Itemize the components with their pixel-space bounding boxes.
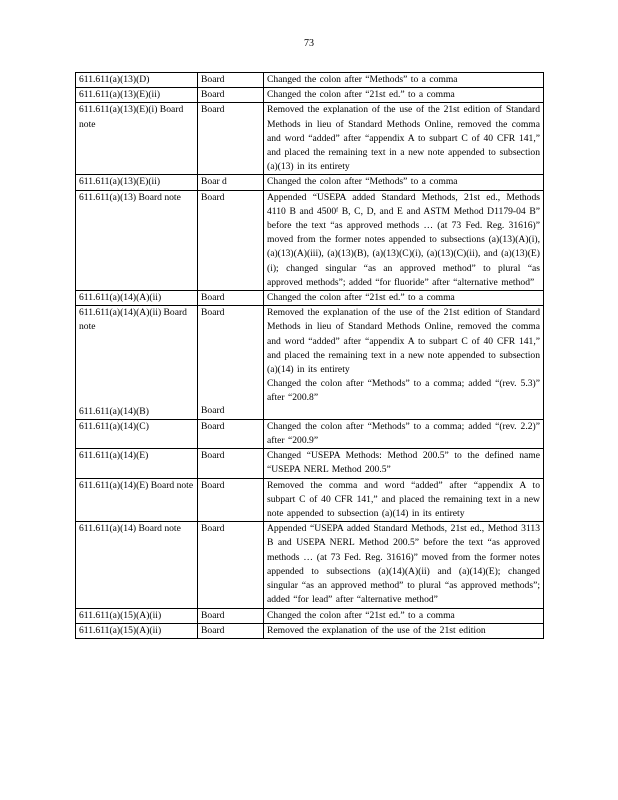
section-cell: 611.611(a)(13) Board note <box>76 190 198 290</box>
action-cell: Appended “USEPA added Standard Methods, 21st ed., Methods 4110 B and 4500ᶠ B, C, D, and E and ASTM Method D1179-04 B” before the text “as approved methods … (at 73 Fed. Reg. 31616)” moved from the former notes appended to subsections (a)(13)(A)(i), (a)(13)(A)(iii), (a)(13)(B), (a)(13)(C)(i), (a)(13)(C)(ii), and (a)(13)(E)(i); changed singular “as an approved method” to plural “as approved methods”; added “for fluoride” after “alternative method” <box>264 190 544 290</box>
source-cell: Board <box>198 608 264 623</box>
source-cell: Boar d <box>198 175 264 190</box>
action-cell: Changed “USEPA Methods: Method 200.5” to the defined name “USEPA NERL Method 200.5” <box>264 449 544 478</box>
source-cell: Board <box>198 103 264 175</box>
table-row <box>76 306 544 420</box>
amendments-table <box>75 72 544 639</box>
table-row <box>76 73 544 88</box>
action-text: Removed the explanation of the use of the 21st edition of Standard Methods in lieu of Standard Methods Online, removed the comma and word “added” after “appendix A to subpart C of 40 CFR 141,” and placed the remaining text in a new note appended to subsection (a)(14) in its entirety <box>267 307 540 376</box>
action-cell: Changed the colon after “21st ed.” to a comma <box>264 291 544 306</box>
source-text: Board <box>201 405 225 417</box>
section-text: 611.611(a)(14)(B) <box>79 405 149 417</box>
action-cell: Changed the colon after “Methods” to a comma <box>264 175 544 190</box>
table-row <box>76 419 544 448</box>
source-cell: Board <box>198 478 264 522</box>
section-cell: 611.611(a)(13)(E)(i) Board note <box>76 103 198 175</box>
table-row <box>76 88 544 103</box>
source-cell: Board <box>198 291 264 306</box>
section-cell: 611.611(a)(13)(E)(ii) <box>76 175 198 190</box>
table-row <box>76 608 544 623</box>
section-cell: 611.611(a)(13)(E)(ii) <box>76 88 198 103</box>
action-cell: Changed the colon after “Methods” to a comma <box>264 73 544 88</box>
source-cell: Board <box>198 623 264 638</box>
section-cell: 611.611(a)(15)(A)(ii) <box>76 608 198 623</box>
table-row <box>76 291 544 306</box>
section-cell: 611.611(a)(15)(A)(ii) <box>76 623 198 638</box>
page-number: 73 <box>304 38 314 49</box>
action-cell: Removed the explanation of the use of the 21st edition <box>264 623 544 638</box>
section-cell <box>76 306 198 420</box>
source-cell: Board <box>198 190 264 290</box>
source-cell: Board <box>198 449 264 478</box>
source-cell: Board <box>198 522 264 608</box>
section-cell: 611.611(a)(14)(E) <box>76 449 198 478</box>
action-cell <box>264 306 544 420</box>
action-text: Changed the colon after “Methods” to a comma; added “(rev. 5.3)” after “200.8” <box>267 378 540 404</box>
action-cell: Changed the colon after “Methods” to a comma; added “(rev. 2.2)” after “200.9” <box>264 419 544 448</box>
action-cell: Appended “USEPA added Standard Methods, 21st ed., Method 3113 B and USEPA NERL Method 200.5” before the text “as approved methods … (at 73 Fed. Reg. 31616)” moved from the former notes appended to subsections (a)(14)(A)(ii) and (a)(14)(E); changed singular “as an approved method” to plural “as approved methods”; added “for lead” after “alternative method” <box>264 522 544 608</box>
source-cell: Board <box>198 88 264 103</box>
section-cell: 611.611(a)(13)(D) <box>76 73 198 88</box>
table-row <box>76 623 544 638</box>
table-row <box>76 175 544 190</box>
table-row <box>76 478 544 522</box>
section-text: 611.611(a)(14)(A)(ii) Board note <box>79 307 187 333</box>
table-row <box>76 103 544 175</box>
action-cell: Removed the comma and word “added” after “appendix A to subpart C of 40 CFR 141,” and placed the remaining text in a new note appended to subsection (a)(14) in its entirety <box>264 478 544 522</box>
action-cell: Removed the explanation of the use of the 21st edition of Standard Methods in lieu of Standard Methods Online, removed the comma and word “added” after “appendix A to subpart C of 40 CFR 141,” and placed the remaining text in a new note appended to subsection (a)(13) in its entirety <box>264 103 544 175</box>
section-cell: 611.611(a)(14)(A)(ii) <box>76 291 198 306</box>
source-cell: Board <box>198 73 264 88</box>
table-row <box>76 449 544 478</box>
section-cell: 611.611(a)(14)(E) Board note <box>76 478 198 522</box>
action-cell: Changed the colon after “21st ed.” to a comma <box>264 88 544 103</box>
section-cell: 611.611(a)(14) Board note <box>76 522 198 608</box>
source-cell <box>198 306 264 420</box>
section-cell: 611.611(a)(14)(C) <box>76 419 198 448</box>
table-row <box>76 522 544 608</box>
source-cell: Board <box>198 419 264 448</box>
action-cell: Changed the colon after “21st ed.” to a comma <box>264 608 544 623</box>
table-row <box>76 190 544 290</box>
source-text: Board <box>201 307 225 319</box>
